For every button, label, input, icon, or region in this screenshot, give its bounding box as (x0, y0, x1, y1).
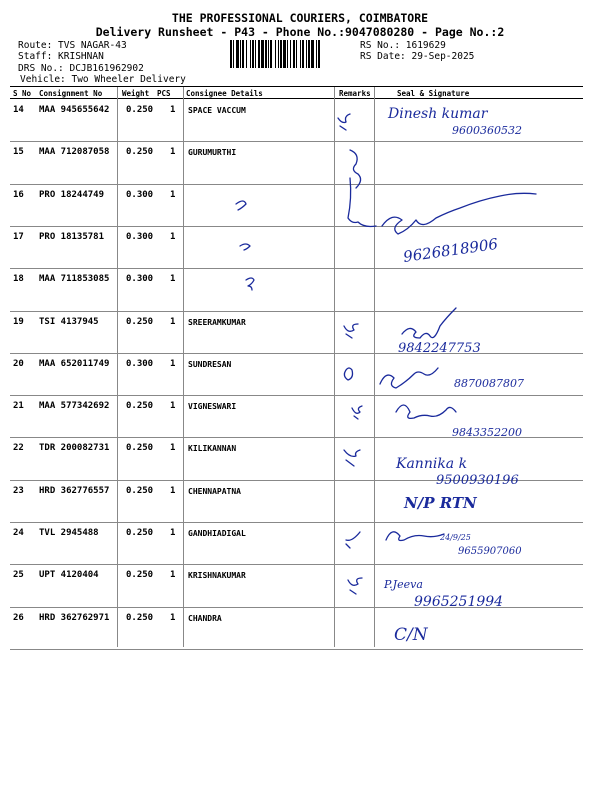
sig-14-name: Dinesh kumar (388, 106, 488, 122)
route-label: Route: TVS NAGAR-43 (18, 40, 127, 51)
row-weight: 0.250 (126, 570, 154, 581)
row-consignment-no: UPT 4120404 (39, 570, 99, 581)
row-consignee: SPACE VACCUM (188, 106, 246, 115)
table-row (0, 312, 600, 354)
row-consignee: SREERAMKUMAR (188, 317, 246, 327)
table-row (0, 100, 600, 142)
row-consignment-no: HRD 362776557 (39, 485, 110, 496)
row-pcs: 1 (170, 316, 176, 327)
table-row (0, 185, 600, 227)
header-weight: Weight (122, 89, 150, 98)
company-title: THE PROFESSIONAL COURIERS, COIMBATORE (171, 11, 429, 25)
row-sno: 23 (13, 485, 24, 496)
row-weight: 0.250 (126, 612, 154, 623)
table-row (0, 227, 600, 269)
rs-number: RS No.: 1619629 (360, 40, 446, 51)
row-sno: 25 (13, 570, 24, 581)
header-bottom-border (10, 98, 583, 99)
header-sno: S No (13, 89, 32, 98)
row-consignment-no: HRD 362762971 (39, 612, 110, 623)
row-sno: 19 (13, 316, 24, 327)
drs-number: DRS No.: DCJB161962902 (18, 63, 144, 74)
sig-25-name: P.Jeeva (384, 578, 423, 591)
row-consignee: VIGNESWARI (188, 402, 237, 412)
barcode (230, 40, 356, 68)
row-pcs: 1 (170, 189, 176, 200)
row-consignee: GURUMURTHI (188, 148, 237, 158)
sig-16-phone: 9626818906 (402, 234, 500, 266)
sig-22-phone: 9500930196 (436, 473, 519, 488)
row-pcs: 1 (170, 274, 176, 285)
row-sno: 18 (13, 274, 24, 285)
row-consignment-no: PRO 18244749 (39, 189, 105, 200)
row-consignment-no: TVL 2945488 (39, 528, 99, 538)
row-consignment-no: MAA 577342692 (39, 401, 110, 412)
header-remarks: Remarks (339, 89, 371, 98)
row-sno: 16 (13, 189, 24, 200)
row-weight: 0.250 (126, 401, 154, 412)
row-weight: 0.250 (126, 316, 154, 327)
table-row (0, 142, 600, 184)
row-weight: 0.250 (126, 485, 154, 496)
row-consignee: GANDHIADIGAL (188, 529, 246, 538)
table-row (0, 354, 600, 396)
rs-date: RS Date: 29-Sep-2025 (360, 51, 475, 62)
header-pcs: PCS (157, 89, 171, 98)
row-pcs: 1 (170, 358, 176, 369)
row-sno: 14 (13, 105, 24, 115)
row-weight: 0.250 (126, 528, 154, 538)
row-sno: 21 (13, 401, 24, 412)
row-sno: 17 (13, 231, 24, 242)
header-consignment: Consignment No (39, 89, 103, 98)
runsheet-title: Delivery Runsheet - P43 - Phone No.:9047080280 - Page No.:2 (95, 25, 505, 39)
row-consignee: CHENNAPATNA (188, 486, 241, 496)
row-consignee: KRISHNAKUMAR (188, 571, 246, 581)
row-sno: 20 (13, 358, 24, 369)
row-pcs: 1 (170, 528, 176, 538)
row-consignment-no: MAA 652011749 (39, 358, 110, 369)
row-consignment-no: TDR 200082731 (39, 443, 110, 454)
vehicle-label: Vehicle: Two Wheeler Delivery (20, 74, 186, 85)
sig-25-phone: 9965251994 (414, 594, 504, 610)
row-sno: 22 (13, 443, 24, 454)
header-seal: Seal & Signature (397, 89, 470, 98)
row-consignment-no: MAA 712087058 (39, 147, 110, 158)
row-pcs: 1 (170, 485, 176, 496)
sig-14-phone: 9600360532 (452, 124, 522, 137)
row-pcs: 1 (170, 443, 176, 454)
row-sno: 24 (13, 528, 24, 538)
row-pcs: 1 (170, 147, 176, 158)
table-row (0, 565, 600, 607)
row-consignee: KILIKANNAN (188, 444, 237, 454)
row-consignment-no: MAA 711853085 (39, 274, 110, 285)
row-weight: 0.250 (126, 443, 154, 454)
sig-20-phone: 8870087807 (454, 377, 524, 390)
row-sno: 26 (13, 612, 24, 623)
sig-22-name: Kannika k (396, 456, 468, 472)
sig-21-phone: 9843352200 (452, 426, 522, 439)
staff-label: Staff: KRISHNAN (18, 51, 104, 62)
sig-26-mark: C/N (394, 625, 428, 645)
row-pcs: 1 (170, 105, 176, 115)
row-consignee: SUNDRESAN (188, 359, 232, 369)
row-pcs: 1 (170, 570, 176, 581)
row-consignment-no: PRO 18135781 (39, 231, 105, 242)
row-weight: 0.250 (126, 105, 154, 115)
table-row (0, 523, 600, 565)
sig-23-mark: N/P RTN (404, 494, 477, 512)
row-sno: 15 (13, 147, 24, 158)
row-weight: 0.250 (126, 147, 154, 158)
header-consignee: Consignee Details (186, 89, 263, 98)
table-row (0, 269, 600, 311)
row-weight: 0.300 (126, 189, 154, 200)
row-weight: 0.300 (126, 358, 154, 369)
row-weight: 0.300 (126, 231, 154, 242)
table-row (0, 396, 600, 438)
row-consignee: CHANDRA (188, 613, 222, 623)
table-row (0, 481, 600, 523)
row-pcs: 1 (170, 231, 176, 242)
row-consignment-no: TSI 4137945 (39, 316, 99, 327)
table-row (0, 438, 600, 480)
sig-24-date: 24/9/25 (440, 533, 471, 542)
row-pcs: 1 (170, 401, 176, 412)
table-row (0, 608, 600, 650)
row-weight: 0.300 (126, 274, 154, 285)
row-pcs: 1 (170, 612, 176, 623)
table-top-border (10, 86, 583, 87)
sig-19-phone: 9842247753 (398, 341, 481, 356)
row-consignment-no: MAA 945655642 (39, 105, 110, 115)
sig-24-phone: 9655907060 (458, 546, 522, 557)
